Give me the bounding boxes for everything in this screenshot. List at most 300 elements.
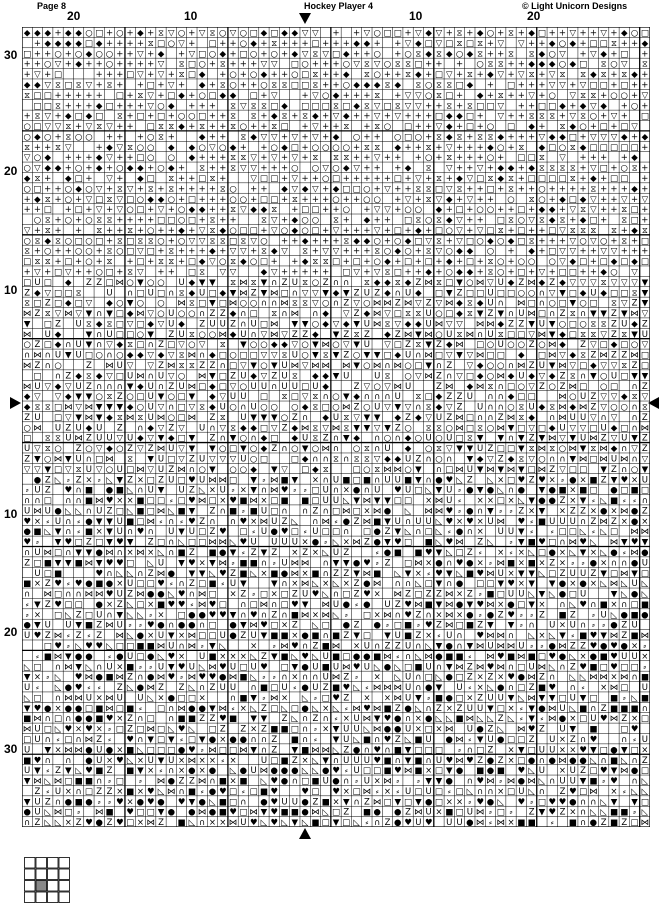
stitch-symbol: ∩ xyxy=(240,319,247,330)
stitch-symbol: Z xyxy=(219,724,226,735)
stitch-symbol: □ xyxy=(517,392,526,403)
stitch-symbol: ○ xyxy=(486,360,495,371)
stitch-symbol: × xyxy=(33,672,42,683)
stitch-symbol: ∩ xyxy=(579,797,587,808)
stitch-symbol: ▽ xyxy=(219,454,227,465)
stitch-symbol: ⸗ xyxy=(643,662,647,673)
stitch-symbol: + xyxy=(270,70,278,81)
stitch-symbol: Z xyxy=(271,610,278,621)
stitch-symbol: ▽ xyxy=(353,163,360,174)
stitch-symbol: □ xyxy=(239,225,248,236)
stitch-symbol: □ xyxy=(393,309,402,320)
stitch-symbol: + xyxy=(558,236,567,247)
stitch-symbol: + xyxy=(270,257,278,268)
stitch-symbol: + xyxy=(95,246,103,257)
stitch-symbol: ∩ xyxy=(260,610,268,621)
stitch-symbol: U xyxy=(157,662,165,673)
stitch-symbol: ⧖ xyxy=(240,132,247,143)
stitch-symbol: ◆ xyxy=(610,257,618,268)
stitch-symbol: ● xyxy=(208,735,217,746)
stitch-symbol: ● xyxy=(208,807,217,818)
stitch-symbol: ● xyxy=(229,620,237,631)
stitch-symbol: ⋈ xyxy=(486,651,495,662)
stitch-symbol: ⧖ xyxy=(219,184,226,195)
stitch-symbol: Z xyxy=(250,548,257,558)
stitch-symbol: ⋈ xyxy=(547,340,557,351)
stitch-symbol: ♥ xyxy=(167,599,176,610)
stitch-symbol: ● xyxy=(517,672,526,683)
stitch-symbol: ⧖ xyxy=(116,236,123,247)
stitch-symbol: ▽ xyxy=(34,70,41,81)
stitch-symbol: ▽ xyxy=(528,90,535,101)
stitch-symbol: ♥ xyxy=(311,589,320,600)
stitch-symbol: + xyxy=(23,70,31,81)
stitch-symbol: ⸗ xyxy=(262,672,266,683)
stitch-symbol: ♥ xyxy=(115,755,124,766)
stitch-symbol: + xyxy=(322,205,330,216)
stitch-symbol: ∩ xyxy=(137,423,144,434)
stitch-symbol: U xyxy=(209,319,216,330)
stitch-symbol: ♥ xyxy=(146,620,155,631)
stitch-symbol: ◆ xyxy=(538,277,546,288)
stitch-symbol: ○ xyxy=(486,122,495,133)
stitch-symbol: ◆ xyxy=(425,267,432,278)
stitch-symbol: □ xyxy=(290,59,299,70)
stitch-symbol: ◆ xyxy=(343,111,350,122)
stitch-symbol: + xyxy=(188,246,196,257)
stitch-symbol: □ xyxy=(208,496,217,507)
stitch-symbol: ♥ xyxy=(404,610,412,621)
stitch-symbol: + xyxy=(342,225,350,236)
stitch-symbol: ⧖ xyxy=(178,70,185,81)
stitch-symbol: × xyxy=(445,703,453,714)
stitch-symbol: Z xyxy=(65,371,72,382)
stitch-symbol: ⸗ xyxy=(519,714,523,725)
stitch-symbol: □ xyxy=(280,599,289,610)
stitch-symbol: Z xyxy=(271,548,278,558)
stitch-symbol: ⋈ xyxy=(321,516,330,527)
stitch-symbol: □ xyxy=(496,350,505,361)
stitch-symbol: + xyxy=(394,153,402,164)
stitch-symbol: ● xyxy=(610,548,618,558)
stitch-symbol: + xyxy=(332,80,340,91)
stitch-symbol: Z xyxy=(621,350,628,361)
stitch-symbol: ▼ xyxy=(137,277,144,288)
stitch-symbol: ⋈ xyxy=(33,714,42,725)
stitch-symbol: □ xyxy=(589,38,598,49)
stitch-symbol: □ xyxy=(455,433,464,444)
stitch-symbol: ∩ xyxy=(374,433,381,444)
stitch-symbol: ⧖ xyxy=(302,246,309,257)
stitch-symbol: ⧖ xyxy=(55,101,62,112)
stitch-symbol: ◆ xyxy=(281,101,288,112)
stitch-symbol: ▼ xyxy=(188,506,196,517)
stitch-symbol: ♥ xyxy=(74,683,83,694)
stitch-symbol: ◆ xyxy=(312,111,319,122)
stitch-symbol: ∩ xyxy=(579,620,587,631)
stitch-symbol: + xyxy=(363,173,371,184)
stitch-symbol: ○ xyxy=(85,257,93,268)
stitch-symbol: ○ xyxy=(548,298,556,309)
stitch-symbol: ▽ xyxy=(404,101,412,112)
stitch-symbol: + xyxy=(373,132,381,143)
stitch-symbol: + xyxy=(497,184,505,195)
stitch-symbol: Z xyxy=(312,797,319,808)
stitch-symbol: U xyxy=(631,651,638,662)
stitch-symbol: ▼ xyxy=(23,672,31,683)
stitch-symbol: ⧖ xyxy=(168,184,175,195)
stitch-symbol: ⋈ xyxy=(53,776,63,787)
stitch-symbol: ⧖ xyxy=(343,423,350,434)
stitch-symbol: + xyxy=(322,132,330,143)
stitch-symbol: Z xyxy=(75,610,82,621)
stitch-symbol: □ xyxy=(620,173,629,184)
stitch-symbol: + xyxy=(558,184,567,195)
stitch-symbol: ◺ xyxy=(281,818,288,827)
stitch-symbol: + xyxy=(414,267,422,278)
stitch-symbol: ▼ xyxy=(34,599,41,610)
stitch-symbol: ▼ xyxy=(116,475,124,486)
stitch-symbol: ⧖ xyxy=(415,80,422,91)
stitch-symbol: □ xyxy=(136,205,145,216)
stitch-symbol: × xyxy=(219,735,227,746)
stitch-symbol: ⧖ xyxy=(147,184,154,195)
stitch-symbol: ⧖ xyxy=(466,298,473,309)
stitch-symbol: ∩ xyxy=(435,662,443,673)
stitch-symbol: Z xyxy=(641,412,648,423)
stitch-symbol: □ xyxy=(311,496,320,507)
stitch-symbol: □ xyxy=(620,724,629,735)
stitch-symbol: ♥ xyxy=(54,599,62,610)
stitch-symbol: ∩ xyxy=(497,381,504,392)
stitch-symbol: ▽ xyxy=(569,360,577,371)
stitch-symbol: ▼ xyxy=(548,329,556,340)
stitch-symbol: ∩ xyxy=(415,641,422,652)
stitch-symbol: □ xyxy=(342,184,351,195)
stitch-symbol: ▽ xyxy=(116,433,124,444)
stitch-symbol: + xyxy=(322,194,330,205)
stitch-symbol: ⋈ xyxy=(197,589,207,600)
stitch-symbol: U xyxy=(44,329,51,340)
stitch-symbol: ○ xyxy=(311,215,320,226)
stitch-symbol: U xyxy=(559,724,566,735)
stitch-symbol: ● xyxy=(497,735,505,746)
stitch-symbol: ○ xyxy=(363,360,371,371)
stitch-symbol: ∩ xyxy=(271,298,278,309)
stitch-symbol: □ xyxy=(270,28,279,39)
stitch-symbol: U xyxy=(281,371,288,382)
stitch-symbol: □ xyxy=(609,142,618,153)
stitch-symbol: ⋈ xyxy=(136,589,145,600)
stitch-symbol: ■ xyxy=(373,568,382,579)
stitch-symbol: ◆ xyxy=(445,111,453,122)
stitch-symbol: Z xyxy=(86,277,92,288)
stitch-symbol: ○ xyxy=(33,153,42,164)
stitch-symbol: ⋈ xyxy=(311,360,320,371)
stitch-symbol: + xyxy=(353,111,361,122)
stitch-symbol: U xyxy=(343,724,350,735)
stitch-symbol: ◆ xyxy=(466,246,474,257)
stitch-symbol: ▼ xyxy=(188,392,196,403)
stitch-symbol: ∩ xyxy=(641,496,648,507)
stitch-symbol: ■ xyxy=(589,662,598,673)
stitch-symbol: ▼ xyxy=(600,568,607,579)
stitch-symbol: ▼ xyxy=(157,755,165,766)
stitch-symbol: ▽ xyxy=(106,153,113,164)
stitch-symbol: + xyxy=(219,132,227,143)
stitch-symbol: ∩ xyxy=(54,371,62,382)
stitch-symbol: ⋈ xyxy=(372,703,382,714)
stitch-symbol: ◺ xyxy=(65,610,72,621)
stitch-symbol: ⧖ xyxy=(34,173,41,184)
stitch-symbol: ∩ xyxy=(394,288,401,299)
stitch-symbol: ▽ xyxy=(301,28,309,39)
stitch-symbol: ⧖ xyxy=(34,236,41,247)
stitch-symbol: ⸗ xyxy=(128,620,132,631)
stitch-symbol: + xyxy=(147,49,155,60)
stitch-symbol: ⧖ xyxy=(291,371,298,382)
stitch-symbol: ▽ xyxy=(188,402,196,413)
stitch-symbol: ⧖ xyxy=(178,360,185,371)
stitch-symbol: U xyxy=(394,631,401,642)
stitch-symbol: ◆ xyxy=(291,433,299,444)
stitch-symbol: × xyxy=(641,651,649,662)
stitch-symbol: ▼ xyxy=(44,745,52,756)
stitch-symbol: ▽ xyxy=(157,423,165,434)
stitch-symbol: + xyxy=(507,205,515,216)
stitch-symbol: + xyxy=(239,80,247,91)
stitch-symbol: ● xyxy=(352,485,361,496)
row-number-bottom-30: 30 xyxy=(4,742,18,756)
stitch-symbol: ⸗ xyxy=(25,485,29,496)
stitch-symbol: ○ xyxy=(95,267,103,278)
stitch-symbol: ○ xyxy=(64,215,73,226)
stitch-symbol: ▽ xyxy=(631,122,638,133)
stitch-symbol: ▼ xyxy=(168,631,175,642)
stitch-symbol: □ xyxy=(599,257,608,268)
stitch-symbol: ∩ xyxy=(415,350,422,361)
stitch-symbol: ▽ xyxy=(85,80,93,91)
stitch-symbol: U xyxy=(353,766,360,777)
stitch-symbol: + xyxy=(548,28,556,39)
stitch-symbol: ♥ xyxy=(33,631,42,642)
stitch-symbol: ▼ xyxy=(178,527,185,538)
stitch-symbol: ⸗ xyxy=(375,786,379,797)
stitch-symbol: ⸗ xyxy=(138,703,142,714)
stitch-symbol: ● xyxy=(301,807,309,818)
stitch-symbol: Z xyxy=(611,464,617,475)
stitch-symbol: □ xyxy=(95,537,104,548)
stitch-symbol: Z xyxy=(631,360,638,371)
stitch-symbol: ● xyxy=(85,579,93,590)
stitch-symbol: U xyxy=(518,371,525,382)
stitch-symbol: ▼ xyxy=(445,766,453,777)
stitch-symbol: ◆ xyxy=(147,423,154,434)
stitch-symbol: ● xyxy=(589,818,598,827)
stitch-symbol: ○ xyxy=(301,225,309,236)
stitch-symbol: □ xyxy=(568,319,577,330)
stitch-symbol: Z xyxy=(497,755,504,766)
stitch-symbol: ◆ xyxy=(147,319,154,330)
stitch-symbol: ▼ xyxy=(548,693,556,704)
stitch-symbol: ⋈ xyxy=(146,818,155,827)
stitch-symbol: □ xyxy=(136,599,145,610)
stitch-symbol: ◆ xyxy=(270,246,278,257)
stitch-symbol: ○ xyxy=(558,38,567,49)
stitch-symbol: ⋈ xyxy=(455,735,464,746)
stitch-symbol: ■ xyxy=(23,579,32,590)
stitch-symbol: ⋈ xyxy=(115,277,125,288)
stitch-symbol: ⧖ xyxy=(446,80,453,91)
stitch-symbol: U xyxy=(34,724,41,735)
stitch-symbol: ∩ xyxy=(507,485,515,496)
stitch-symbol: □ xyxy=(229,786,238,797)
stitch-symbol: ⋈ xyxy=(269,288,279,299)
stitch-symbol: □ xyxy=(301,205,310,216)
stitch-symbol: ● xyxy=(105,745,114,756)
stitch-symbol: □ xyxy=(393,28,402,39)
stitch-symbol: + xyxy=(353,173,361,184)
stitch-symbol: ○ xyxy=(126,205,134,216)
stitch-symbol: ■ xyxy=(84,496,93,507)
stitch-symbol: ♥ xyxy=(115,797,124,808)
stitch-symbol: ⸗ xyxy=(108,735,111,746)
stitch-symbol: + xyxy=(394,90,402,101)
stitch-symbol: + xyxy=(507,70,515,81)
stitch-symbol: × xyxy=(579,475,587,486)
stitch-symbol: □ xyxy=(146,246,155,257)
stitch-symbol: ○ xyxy=(404,371,412,382)
stitch-symbol: ◆ xyxy=(445,122,453,133)
stitch-symbol: Z xyxy=(600,818,607,827)
stitch-symbol: U xyxy=(178,277,185,288)
stitch-symbol: ◺ xyxy=(528,589,535,600)
stitch-symbol: ⸗ xyxy=(36,537,39,548)
stitch-symbol: U xyxy=(497,527,504,538)
stitch-symbol: ♥ xyxy=(218,662,227,673)
stitch-symbol: Z xyxy=(322,433,329,444)
stitch-symbol: ◆ xyxy=(620,28,628,39)
stitch-symbol: ⋈ xyxy=(496,641,505,652)
stitch-symbol: + xyxy=(600,111,608,122)
stitch-symbol: ⋈ xyxy=(177,464,186,475)
stitch-symbol: □ xyxy=(229,360,238,371)
stitch-symbol: ○ xyxy=(23,423,31,434)
stitch-symbol: □ xyxy=(383,350,392,361)
stitch-symbol: ♥ xyxy=(115,537,124,548)
stitch-symbol: ◆ xyxy=(353,392,360,403)
stitch-symbol: ▽ xyxy=(476,225,484,236)
stitch-symbol: + xyxy=(466,215,474,226)
stitch-symbol: ∩ xyxy=(24,589,31,600)
stitch-symbol: □ xyxy=(146,506,155,517)
stitch-symbol: + xyxy=(116,80,124,91)
stitch-symbol: □ xyxy=(640,28,649,39)
stitch-symbol: ● xyxy=(64,683,73,694)
stitch-symbol: Z xyxy=(415,631,422,642)
stitch-symbol: Z xyxy=(312,506,319,517)
stitch-symbol: □ xyxy=(589,142,598,153)
stitch-symbol: ◺ xyxy=(291,516,299,527)
stitch-symbol: ● xyxy=(424,683,433,694)
stitch-symbol: ♥ xyxy=(610,641,618,652)
stitch-symbol: ▼ xyxy=(188,433,196,444)
stitch-symbol: + xyxy=(497,205,505,216)
stitch-symbol: ⸗ xyxy=(231,703,235,714)
stitch-symbol: □ xyxy=(342,818,351,827)
stitch-symbol: ○ xyxy=(486,340,495,351)
stitch-symbol: ■ xyxy=(280,496,289,507)
stitch-symbol: ■ xyxy=(486,589,495,600)
stitch-symbol: ◆ xyxy=(579,101,587,112)
stitch-symbol: ◆ xyxy=(332,132,340,143)
stitch-symbol: ⧖ xyxy=(425,246,432,257)
stitch-symbol: U xyxy=(621,319,628,330)
stitch-symbol: + xyxy=(363,111,371,122)
stitch-symbol: ◺ xyxy=(332,579,340,590)
stitch-symbol: ▽ xyxy=(384,381,391,392)
stitch-symbol: + xyxy=(322,38,330,49)
page-map-cell xyxy=(25,892,36,903)
stitch-symbol: ◆ xyxy=(548,215,556,226)
stitch-symbol: ∩ xyxy=(168,537,175,548)
stitch-symbol: + xyxy=(126,153,134,164)
stitch-symbol: ○ xyxy=(23,122,31,133)
stitch-symbol: + xyxy=(600,173,608,184)
stitch-symbol: ▽ xyxy=(445,319,453,330)
stitch-symbol: ▽ xyxy=(34,464,41,475)
stitch-symbol: ◆ xyxy=(34,288,41,299)
stitch-symbol: ▽ xyxy=(65,142,72,153)
stitch-symbol: ∩ xyxy=(343,277,350,288)
stitch-symbol: ▽ xyxy=(590,277,597,288)
stitch-symbol: ∩ xyxy=(250,433,257,444)
stitch-symbol: ▽ xyxy=(106,371,113,382)
stitch-symbol: × xyxy=(507,703,515,714)
stitch-symbol: + xyxy=(136,59,144,70)
stitch-symbol: Z xyxy=(641,755,648,766)
stitch-symbol: ● xyxy=(188,610,196,621)
stitch-symbol: ● xyxy=(146,651,155,662)
stitch-symbol: ◆ xyxy=(528,59,535,70)
stitch-symbol: + xyxy=(219,215,227,226)
stitch-symbol: ▼ xyxy=(353,631,360,642)
stitch-symbol: Z xyxy=(343,745,350,756)
stitch-symbol: + xyxy=(208,132,217,143)
stitch-symbol: ◺ xyxy=(178,537,185,548)
stitch-symbol: ⸗ xyxy=(46,786,50,797)
stitch-symbol: ♥ xyxy=(517,766,526,777)
stitch-symbol: ∩ xyxy=(446,558,453,569)
stitch-symbol: □ xyxy=(517,267,526,278)
stitch-symbol: ● xyxy=(579,579,587,590)
stitch-symbol: ⧖ xyxy=(281,392,288,403)
stitch-symbol: ▼ xyxy=(260,288,268,299)
stitch-symbol: U xyxy=(538,360,546,371)
stitch-symbol: U xyxy=(590,288,597,299)
stitch-symbol: ● xyxy=(445,776,453,787)
row-number-top-10: 10 xyxy=(4,283,18,297)
stitch-symbol: ♥ xyxy=(167,672,176,683)
stitch-symbol: □ xyxy=(342,589,351,600)
stitch-symbol: □ xyxy=(280,122,289,133)
stitch-symbol: ◺ xyxy=(641,589,649,600)
stitch-symbol: ⸗ xyxy=(468,683,472,694)
stitch-symbol: ● xyxy=(394,714,402,725)
stitch-symbol: ▼ xyxy=(476,309,484,320)
stitch-symbol: × xyxy=(75,724,83,735)
stitch-symbol: ▽ xyxy=(85,122,93,133)
